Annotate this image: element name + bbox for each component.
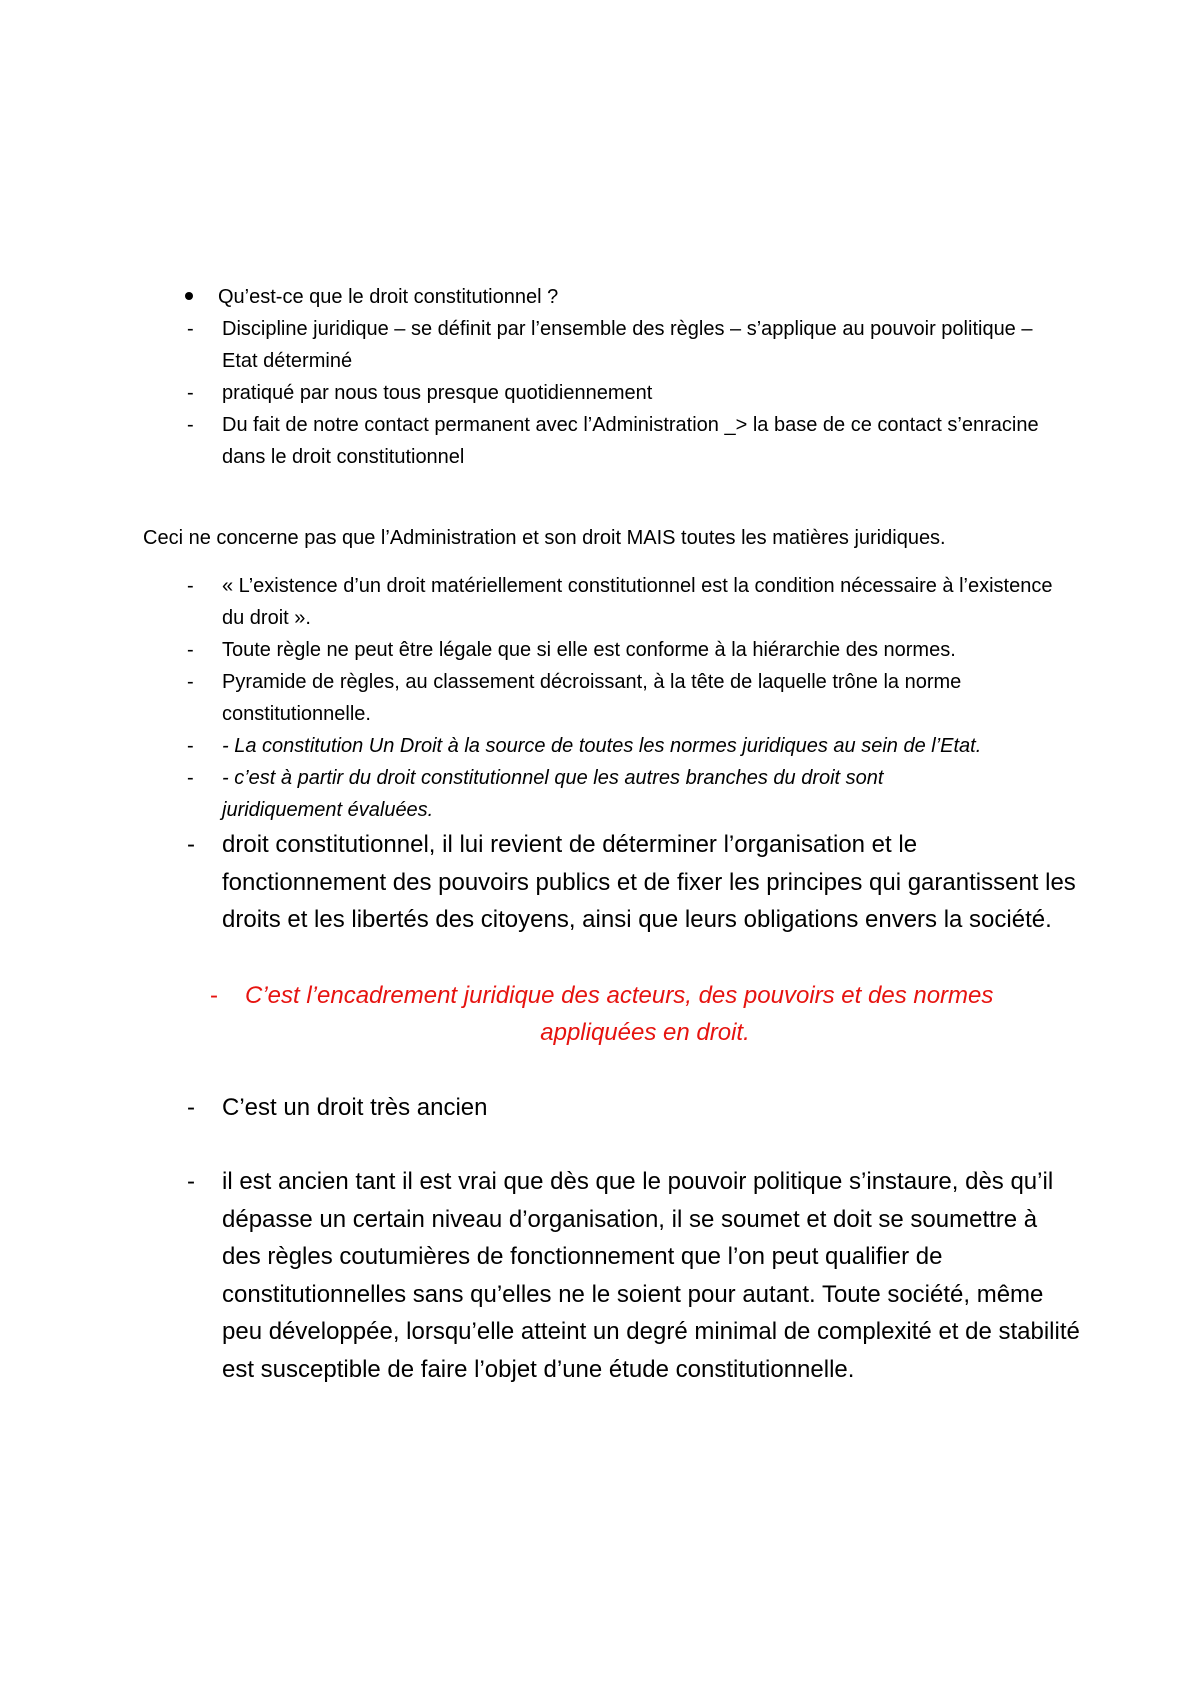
dash-marker: - xyxy=(187,318,194,340)
large-list-item: il est ancien tant il est vrai que dès que le pouvoir politique s’instaure, dès qu’il dépasse un certain niveau d’organisation, il se soumet et doit se soumettre à des règles coutumières de fonctionnement que l’on peut qualifier de constitutionnelles sans qu’elles ne le soient pour autant. Toute société, même peu développée, lorsqu’elle atteint un degré minimal de complexité et de stabilité est susceptible de faire l’objet d’une étude constitutionnelle. xyxy=(222,1168,1080,1383)
dash-marker: - xyxy=(187,382,194,404)
dash-marker: - xyxy=(187,767,194,789)
list-item: Du fait de notre contact permanent avec l’Administration _> la base de ce contact s’enracine dans le droit constitutionnel xyxy=(222,414,1039,468)
dash-marker: - xyxy=(187,831,195,858)
dash-marker: - xyxy=(187,735,194,757)
dash-marker: - xyxy=(210,982,218,1009)
dash-marker: - xyxy=(187,414,194,436)
list-item: « L’existence d’un droit matériellement constitutionnel est la condition nécessaire à l’existence du droit ». xyxy=(222,575,1053,629)
emphasis-line: appliquées en droit. xyxy=(540,1019,750,1046)
dash-marker: - xyxy=(187,639,194,661)
large-list-item: droit constitutionnel, il lui revient de déterminer l’organisation et le fonctionnement des pouvoirs publics et de fixer les principes qui garantissent les droits et les libertés des citoyens, ainsi que leurs obligations envers la société. xyxy=(222,831,1076,933)
list-item: Pyramide de règles, au classement décroissant, à la tête de laquelle trône la norme constitutionnelle. xyxy=(222,671,962,725)
heading: Qu’est-ce que le droit constitutionnel ? xyxy=(218,286,559,308)
dash-marker: - xyxy=(187,1094,195,1121)
list-item: Discipline juridique – se définit par l’ensemble des règles – s’applique au pouvoir politique – Etat déterminé xyxy=(222,318,1033,372)
paragraph: Ceci ne concerne pas que l’Administration et son droit MAIS toutes les matières juridiques. xyxy=(143,527,946,549)
list-item-italic: - c’est à partir du droit constitutionnel que les autres branches du droit sont juridiquement évaluées. xyxy=(222,767,884,821)
dash-marker: - xyxy=(187,671,194,693)
large-list-item: C’est un droit très ancien xyxy=(222,1094,488,1121)
list-item: Toute règle ne peut être légale que si elle est conforme à la hiérarchie des normes. xyxy=(222,639,956,661)
list-item-italic: - La constitution Un Droit à la source de toutes les normes juridiques au sein de l’Etat. xyxy=(222,735,982,757)
bullet-icon xyxy=(185,292,193,300)
emphasis-line: C’est l’encadrement juridique des acteurs, des pouvoirs et des normes xyxy=(245,982,994,1009)
list-item: pratiqué par nous tous presque quotidiennement xyxy=(222,382,653,404)
dash-marker: - xyxy=(187,575,194,597)
dash-marker: - xyxy=(187,1168,195,1195)
